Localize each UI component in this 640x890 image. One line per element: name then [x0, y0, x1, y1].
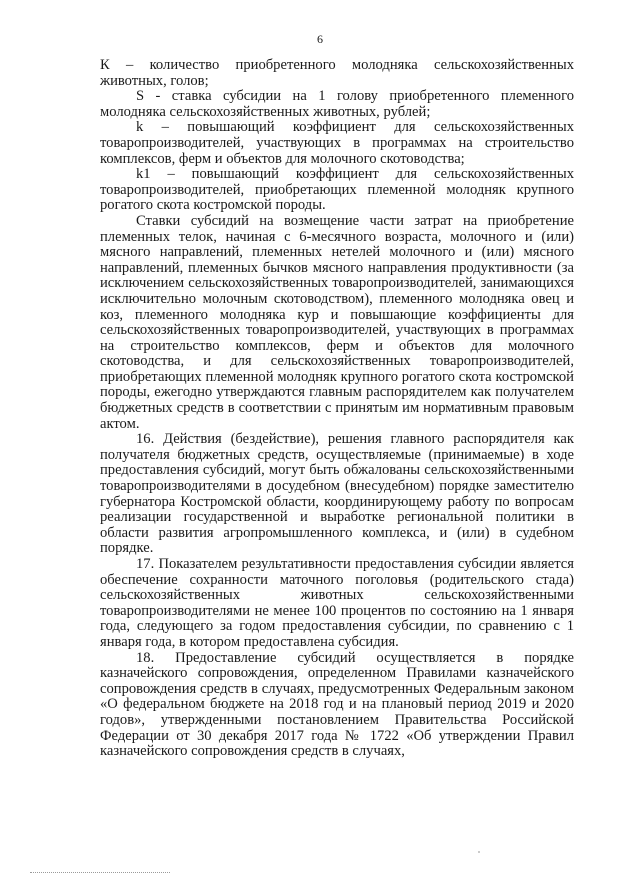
- paragraph-k1-coefficient: k1 – повышающий коэффициент для сельскохозяйственных товаропроизводителей, приобретающих племенной молодняк крупного рогатого скота костромской породы.: [100, 166, 574, 214]
- scan-speck: [478, 851, 480, 853]
- paragraph-s-definition: S - ставка субсидии на 1 голову приобретенного племенного молодняка сельскохозяйственных животных, рублей;: [100, 88, 574, 120]
- paragraph-16-appeals: 16. Действия (бездействие), решения главного распорядителя как получателя бюджетных средств, осуществляемые (принимаемые) в ходе предоставления субсидий, могут быть обжалованы сельскохозяйственными товаропроизводителями в досудебном (внесудебном) порядке заместителю губернатора Костромской области, координирующему работу по вопросам реализации государственной и выработке региональной политики в области развития агропромышленного комплекса, и (или) в судебном порядке.: [100, 431, 574, 557]
- paragraph-subsidy-rates: Ставки субсидий на возмещение части затрат на приобретение племенных телок, начиная с 6-месячного возраста, молочного и (или) мясного направлений, племенных нетелей молочного и (или) мясного направлений, племенных бычков мясного направления продуктивности (за исключением сельскохозяйственных товаропроизводителей, занимающихся исключительно молочным скотоводством), племенного молодняка овец и коз, племенного молодняка кур и повышающие коэффициенты для сельскохозяйственных товаропроизводителей, участвующих в программах на строительство комплексов, ферм и объектов для молочного скотоводства, и для сельскохозяйственных товаропроизводителей, приобретающих племенной молодняк крупного рогатого скота костромской породы, ежегодно утверждаются главным распорядителем как получателем бюджетных средств в соответствии с принятым им нормативным правовым актом.: [100, 212, 574, 432]
- paragraph-18-treasury: 18. Предоставление субсидий осуществляется в порядке казначейского сопровождения, определенном Правилами казначейского сопровождения средств в случаях, предусмотренных Федеральным законом «О федеральном бюджете на 2018 год и на плановый период 2019 и 2020 годов», утвержденными постановлением Правительства Российской Федерации от 30 декабря 2017 года № 1722 «Об утверждении Правил казначейского сопровождения средств в случаях,: [100, 649, 574, 760]
- page-number: 6: [317, 32, 323, 46]
- paragraph-17-performance: 17. Показателем результативности предоставления субсидии является обеспечение сохранности маточного поголовья (родительского стада) сельскохозяйственных животных сельскохозяйственными товаропроизводителями не менее 100 процентов по состоянию на 1 января года, следующего за годом предоставления субсидии, по сравнению с 1 января года, в котором предоставлена субсидия.: [100, 556, 574, 650]
- paragraph-k-coefficient: k – повышающий коэффициент для сельскохозяйственных товаропроизводителей, участвующих в программах на строительство комплексов, ферм и объектов для молочного скотоводства;: [100, 119, 574, 167]
- paragraph-k-definition: К – количество приобретенного молодняка сельскохозяйственных животных, голов;: [100, 57, 574, 89]
- document-body: [100, 58, 574, 760]
- footer-mark: [30, 872, 170, 876]
